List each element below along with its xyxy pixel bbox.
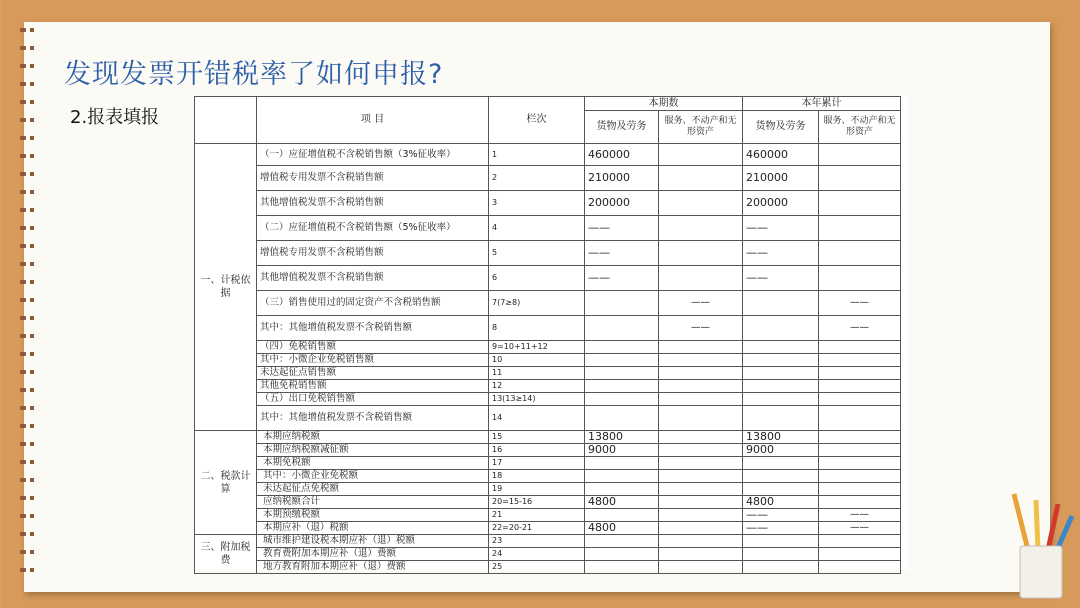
cell-c1 xyxy=(585,316,659,341)
binding-ring xyxy=(20,154,42,158)
cell-col: 13(13≥14) xyxy=(489,393,585,406)
cell-c3 xyxy=(743,291,819,316)
cell-item: （四）免税销售额 xyxy=(257,341,489,354)
cell-c1 xyxy=(585,470,659,483)
cell-c2 xyxy=(659,367,743,380)
cell-c1 xyxy=(585,291,659,316)
cell-c3: 4800 xyxy=(743,496,819,509)
binding-ring xyxy=(20,514,42,518)
binding-ring xyxy=(20,316,42,320)
table-row xyxy=(195,316,901,341)
cell-col: 9=10+11+12 xyxy=(489,341,585,354)
table-row xyxy=(195,457,901,470)
cell-c2: —— xyxy=(659,291,743,316)
cell-item: 其他免税销售额 xyxy=(257,380,489,393)
cell-c1 xyxy=(585,548,659,561)
binding-ring xyxy=(20,550,42,554)
cell-c2 xyxy=(659,509,743,522)
cell-c2 xyxy=(659,393,743,406)
cell-c1 xyxy=(585,380,659,393)
cell-c1: 460000 xyxy=(585,144,659,166)
page-title: 发现发票开错税率了如何申报? xyxy=(64,59,444,90)
cell-item: 未达起征点免税额 xyxy=(257,483,489,496)
cell-c2 xyxy=(659,380,743,393)
cell-c2 xyxy=(659,522,743,535)
cell-item: 其中：小微企业免税额 xyxy=(257,470,489,483)
binding-ring xyxy=(20,424,42,428)
cell-c2 xyxy=(659,341,743,354)
cell-col: 18 xyxy=(489,470,585,483)
table-row xyxy=(195,144,901,166)
table-row xyxy=(195,406,901,431)
cell-c4: —— xyxy=(819,522,901,535)
cell-c2 xyxy=(659,166,743,191)
cell-item: 增值税专用发票不含税销售额 xyxy=(257,241,489,266)
cell-c4 xyxy=(819,216,901,241)
cell-c4: —— xyxy=(819,509,901,522)
table-row xyxy=(195,535,901,548)
cell-c1: 13800 xyxy=(585,431,659,444)
cell-c3: 200000 xyxy=(743,191,819,216)
cell-col: 16 xyxy=(489,444,585,457)
cell-c3: —— xyxy=(743,509,819,522)
cell-c3: —— xyxy=(743,241,819,266)
cell-c3: —— xyxy=(743,522,819,535)
cell-c1: 9000 xyxy=(585,444,659,457)
cell-c3 xyxy=(743,393,819,406)
header-current-period: 本期数 xyxy=(585,97,743,111)
cell-c3 xyxy=(743,535,819,548)
header-services: 服务、不动产和无形资产 xyxy=(659,111,743,144)
cell-item: 其中：其他增值税发票不含税销售额 xyxy=(257,316,489,341)
cell-item: 城市维护建设税本期应补（退）税额 xyxy=(257,535,489,548)
binding-ring xyxy=(20,406,42,410)
cell-c2 xyxy=(659,191,743,216)
cell-item: 本期应补（退）税额 xyxy=(257,522,489,535)
cell-c2 xyxy=(659,216,743,241)
cell-c3 xyxy=(743,548,819,561)
cell-c1: 4800 xyxy=(585,522,659,535)
binding-ring xyxy=(20,334,42,338)
header-goods: 货物及劳务 xyxy=(585,111,659,144)
binding-ring xyxy=(20,136,42,140)
binding-ring xyxy=(20,226,42,230)
cell-item: 应纳税额合计 xyxy=(257,496,489,509)
cell-c1 xyxy=(585,535,659,548)
table-row xyxy=(195,561,901,574)
cell-c2 xyxy=(659,444,743,457)
cell-c3 xyxy=(743,380,819,393)
cell-col: 23 xyxy=(489,535,585,548)
cell-col: 19 xyxy=(489,483,585,496)
table-row xyxy=(195,367,901,380)
header-services-cumulative: 服务、不动产和无形资产 xyxy=(819,111,901,144)
section-label-s3: 三、附加税费 xyxy=(195,535,257,574)
cell-c3 xyxy=(743,367,819,380)
cell-c2 xyxy=(659,548,743,561)
cell-col: 10 xyxy=(489,354,585,367)
table-row xyxy=(195,216,901,241)
binding-ring xyxy=(20,442,42,446)
table-row xyxy=(195,470,901,483)
cell-col: 5 xyxy=(489,241,585,266)
binding-ring xyxy=(20,370,42,374)
tax-return-table xyxy=(194,96,901,574)
cell-c1: —— xyxy=(585,266,659,291)
cell-c1 xyxy=(585,393,659,406)
binding-ring xyxy=(20,280,42,284)
cell-c4 xyxy=(819,266,901,291)
pencil-cup-icon xyxy=(1008,490,1074,600)
table-row xyxy=(195,166,901,191)
cell-col: 4 xyxy=(489,216,585,241)
cell-item: 本期应纳税额 xyxy=(257,431,489,444)
cell-c2 xyxy=(659,241,743,266)
cell-c2: —— xyxy=(659,316,743,341)
cell-c1 xyxy=(585,483,659,496)
cell-item: 本期应纳税额减征额 xyxy=(257,444,489,457)
binding-ring xyxy=(20,64,42,68)
cell-col: 11 xyxy=(489,367,585,380)
cell-c1 xyxy=(585,509,659,522)
cell-c3 xyxy=(743,316,819,341)
cell-c4 xyxy=(819,483,901,496)
table-row xyxy=(195,266,901,291)
cell-c2 xyxy=(659,496,743,509)
cell-c2 xyxy=(659,354,743,367)
cell-item: 未达起征点销售额 xyxy=(257,367,489,380)
cell-col: 3 xyxy=(489,191,585,216)
cell-col: 8 xyxy=(489,316,585,341)
cell-item: 其他增值税发票不含税销售额 xyxy=(257,191,489,216)
header-blank-cell xyxy=(195,97,257,144)
cell-c4 xyxy=(819,380,901,393)
cell-c2 xyxy=(659,144,743,166)
cell-c1: —— xyxy=(585,241,659,266)
table-row xyxy=(195,380,901,393)
cell-c3: 210000 xyxy=(743,166,819,191)
cell-c3: —— xyxy=(743,216,819,241)
binding-ring xyxy=(20,244,42,248)
table-row xyxy=(195,483,901,496)
table-row xyxy=(195,291,901,316)
cell-c3: 9000 xyxy=(743,444,819,457)
cell-item: 其他增值税发票不含税销售额 xyxy=(257,266,489,291)
table-header-row xyxy=(195,97,901,111)
cell-c3 xyxy=(743,561,819,574)
cell-c4 xyxy=(819,457,901,470)
cell-c4 xyxy=(819,444,901,457)
cell-c1 xyxy=(585,354,659,367)
table-row xyxy=(195,393,901,406)
cell-c1 xyxy=(585,406,659,431)
binding-ring xyxy=(20,478,42,482)
table-row xyxy=(195,548,901,561)
header-year-cumulative: 本年累计 xyxy=(743,97,901,111)
table-row xyxy=(195,431,901,444)
cell-c4 xyxy=(819,535,901,548)
cell-c3: 460000 xyxy=(743,144,819,166)
cell-item: 教育费附加本期应补（退）费额 xyxy=(257,548,489,561)
binding-ring xyxy=(20,28,42,32)
cell-c2 xyxy=(659,535,743,548)
cell-c1: —— xyxy=(585,216,659,241)
binding-ring xyxy=(20,352,42,356)
cell-c1 xyxy=(585,561,659,574)
binding-ring xyxy=(20,82,42,86)
cell-c4 xyxy=(819,393,901,406)
cell-c2 xyxy=(659,266,743,291)
table-row xyxy=(195,522,901,535)
cell-c3 xyxy=(743,483,819,496)
table-row xyxy=(195,354,901,367)
cell-col: 2 xyxy=(489,166,585,191)
cell-col: 6 xyxy=(489,266,585,291)
cell-item: 地方教育附加本期应补（退）费额 xyxy=(257,561,489,574)
table-row xyxy=(195,496,901,509)
binding-ring xyxy=(20,388,42,392)
cell-item: 增值税专用发票不含税销售额 xyxy=(257,166,489,191)
table-row xyxy=(195,241,901,266)
table-row xyxy=(195,444,901,457)
cell-c1 xyxy=(585,367,659,380)
cell-c2 xyxy=(659,406,743,431)
binding-ring xyxy=(20,100,42,104)
cell-c4 xyxy=(819,367,901,380)
cell-col: 17 xyxy=(489,457,585,470)
cell-c1: 200000 xyxy=(585,191,659,216)
cell-item: （二）应征增值税不含税销售额（5%征收率） xyxy=(257,216,489,241)
cell-c4 xyxy=(819,354,901,367)
cell-item: 其中：其他增值税发票不含税销售额 xyxy=(257,406,489,431)
cell-c4 xyxy=(819,470,901,483)
cell-c4 xyxy=(819,406,901,431)
cell-item: 本期预缴税额 xyxy=(257,509,489,522)
binding-ring xyxy=(20,172,42,176)
binding-ring xyxy=(20,46,42,50)
cell-col: 24 xyxy=(489,548,585,561)
binding-ring xyxy=(20,190,42,194)
binding-ring xyxy=(20,208,42,212)
cell-c4 xyxy=(819,561,901,574)
cell-item: （五）出口免税销售额 xyxy=(257,393,489,406)
tax-return-form xyxy=(194,96,908,570)
binding-ring xyxy=(20,532,42,536)
section-label-s2: 二、税款计算 xyxy=(195,431,257,535)
cell-c4: —— xyxy=(819,291,901,316)
cell-c2 xyxy=(659,483,743,496)
binding-ring xyxy=(20,496,42,500)
cell-c4: —— xyxy=(819,316,901,341)
cell-c3 xyxy=(743,470,819,483)
cell-col: 21 xyxy=(489,509,585,522)
cell-c4 xyxy=(819,166,901,191)
section-label-s1: 一、计税依据 xyxy=(195,144,257,431)
cell-col: 14 xyxy=(489,406,585,431)
cell-c3: —— xyxy=(743,266,819,291)
cell-c4 xyxy=(819,548,901,561)
cell-col: 7(7≥8) xyxy=(489,291,585,316)
binding-ring xyxy=(20,460,42,464)
table-row xyxy=(195,191,901,216)
section-subtitle: 2.报表填报 xyxy=(70,107,160,128)
cell-c4 xyxy=(819,341,901,354)
cell-c1: 4800 xyxy=(585,496,659,509)
spiral-binding xyxy=(20,28,44,588)
binding-ring xyxy=(20,568,42,572)
cell-item: 本期免税额 xyxy=(257,457,489,470)
binding-ring xyxy=(20,118,42,122)
cell-c1 xyxy=(585,457,659,470)
cell-c2 xyxy=(659,431,743,444)
cell-c3 xyxy=(743,354,819,367)
cell-col: 22=20-21 xyxy=(489,522,585,535)
header-item: 项 目 xyxy=(257,97,489,144)
header-goods-cumulative: 货物及劳务 xyxy=(743,111,819,144)
cell-item: （一）应征增值税不含税销售额（3%征收率） xyxy=(257,144,489,166)
table-row xyxy=(195,509,901,522)
cell-col: 20=15-16 xyxy=(489,496,585,509)
cell-c1: 210000 xyxy=(585,166,659,191)
cell-c4 xyxy=(819,144,901,166)
cell-c2 xyxy=(659,561,743,574)
cell-c4 xyxy=(819,241,901,266)
cell-c3: 13800 xyxy=(743,431,819,444)
table-body xyxy=(195,97,901,574)
binding-ring xyxy=(20,262,42,266)
cell-c3 xyxy=(743,406,819,431)
cell-item: 其中：小微企业免税销售额 xyxy=(257,354,489,367)
cell-col: 12 xyxy=(489,380,585,393)
cell-col: 15 xyxy=(489,431,585,444)
cell-c4 xyxy=(819,191,901,216)
cell-c4 xyxy=(819,431,901,444)
cell-c3 xyxy=(743,341,819,354)
table-row xyxy=(195,341,901,354)
cell-c2 xyxy=(659,470,743,483)
cell-item: （三）销售使用过的固定资产不含税销售额 xyxy=(257,291,489,316)
header-col: 栏次 xyxy=(489,97,585,144)
binding-ring xyxy=(20,298,42,302)
cell-col: 1 xyxy=(489,144,585,166)
cell-c3 xyxy=(743,457,819,470)
cell-col: 25 xyxy=(489,561,585,574)
cell-c2 xyxy=(659,457,743,470)
cell-c4 xyxy=(819,496,901,509)
cell-c1 xyxy=(585,341,659,354)
